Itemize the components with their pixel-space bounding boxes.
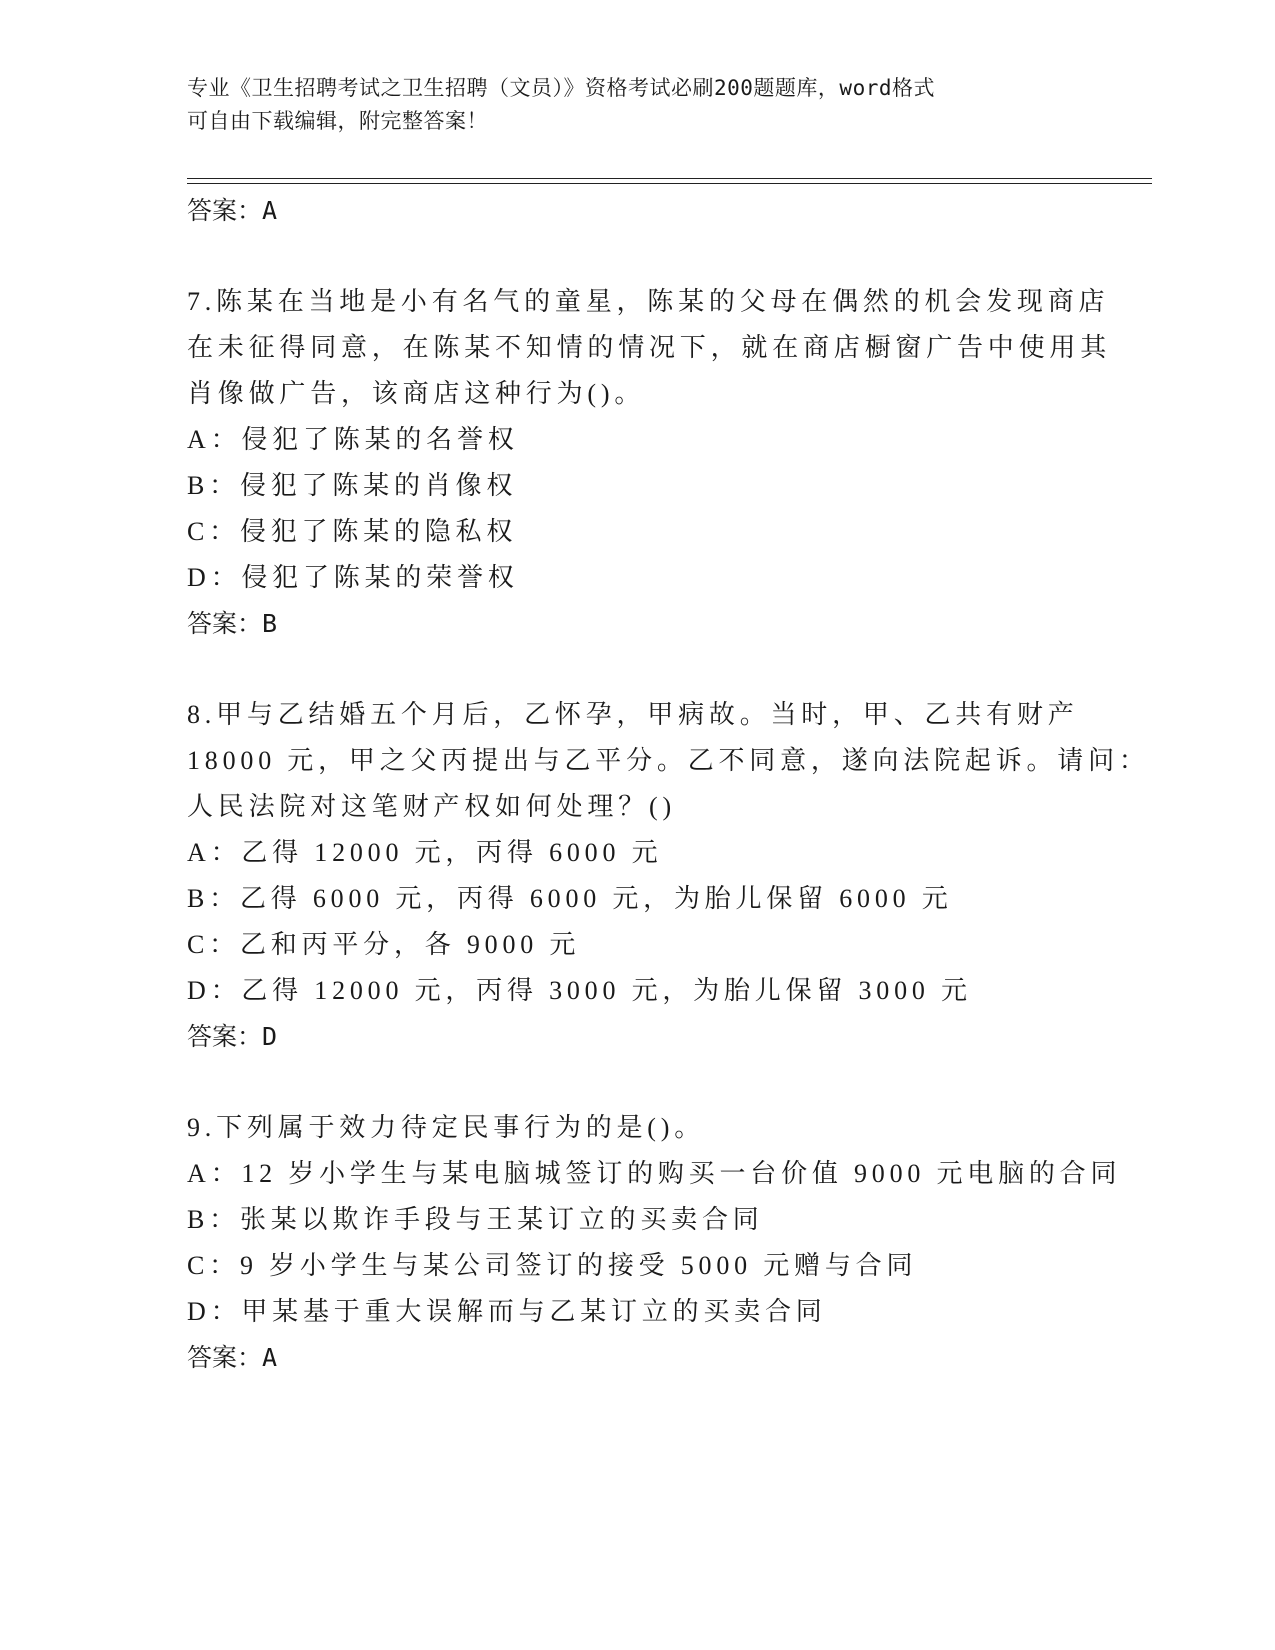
document-header [187,72,1067,138]
option-a: A：侵犯了陈某的名誉权 [187,425,519,454]
question-line: 在未征得同意，在陈某不知情的情况下，就在商店橱窗广告中使用其 [187,333,1112,362]
header-divider-bottom [187,183,1152,184]
question-text [187,279,1112,417]
option-b: B：张某以欺诈手段与王某订立的买卖合同 [187,1205,764,1234]
question-line: 7.陈某在当地是小有名气的童星，陈某的父母在偶然的机会发现商店 [187,287,1110,316]
option-c: C：乙和丙平分，各 9000 元 [187,930,581,959]
option-b: B：乙得 6000 元，丙得 6000 元，为胎儿保留 6000 元 [187,884,953,913]
option-c: C：9 岁小学生与某公司签订的接受 5000 元赠与合同 [187,1251,918,1280]
answer: 答案：A [187,1343,278,1372]
question-7 [187,279,1112,647]
answer: 答案：B [187,609,278,638]
question-text [187,692,1150,830]
question-8 [187,692,1150,1060]
question-line: 18000 元，甲之父丙提出与乙平分。乙不同意，遂向法院起诉。请问： [187,746,1150,775]
option-d: D：甲某基于重大误解而与乙某订立的买卖合同 [187,1297,827,1326]
question-line: 9.下列属于效力待定民事行为的是()。 [187,1113,706,1142]
question-9 [187,1105,1122,1381]
option-d: D：乙得 12000 元，丙得 3000 元，为胎儿保留 3000 元 [187,976,972,1005]
question-line: 人民法院对这笔财产权如何处理？() [187,792,676,821]
option-a: A：乙得 12000 元，丙得 6000 元 [187,838,663,867]
answer: 答案：D [187,1022,278,1051]
previous-answer: 答案：A [187,196,278,225]
question-text [187,1105,1067,1151]
option-d: D：侵犯了陈某的荣誉权 [187,563,519,592]
header-line-1: 专业《卫生招聘考试之卫生招聘（文员）》资格考试必刷200题题库，word格式 [187,76,935,100]
option-c: C：侵犯了陈某的隐私权 [187,517,518,546]
header-divider-top [187,178,1152,179]
question-line: 肖像做广告，该商店这种行为()。 [187,379,646,408]
option-b: B：侵犯了陈某的肖像权 [187,471,518,500]
header-line-2: 可自由下载编辑，附完整答案！ [187,109,488,133]
document-body [187,188,1150,1381]
option-a: A：12 岁小学生与某电脑城签订的购买一台价值 9000 元电脑的合同 [187,1159,1122,1188]
question-line: 8.甲与乙结婚五个月后，乙怀孕，甲病故。当时，甲、乙共有财产 [187,700,1079,729]
